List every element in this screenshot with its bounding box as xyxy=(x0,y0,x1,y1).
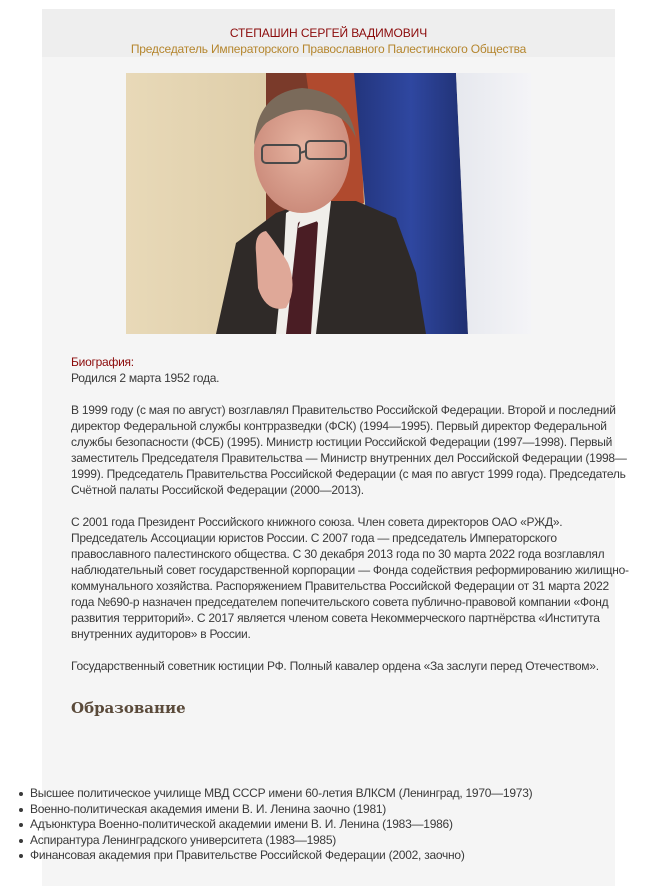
flag-white-stripe xyxy=(456,73,531,334)
profile-header xyxy=(42,9,615,57)
education-item xyxy=(30,817,532,833)
education-item xyxy=(30,833,532,849)
education-item xyxy=(30,786,532,802)
education-item-text: Аспирантура Ленинградского университета (1983—1985) xyxy=(30,832,337,847)
bullet-icon xyxy=(19,854,23,858)
person-position: Председатель Императорского Православного Палестинского Общества xyxy=(130,42,527,56)
birth-date: Родился 2 марта 1952 года. xyxy=(71,371,220,385)
education-list xyxy=(18,786,532,864)
biography-label: Биография: xyxy=(71,355,134,369)
biography-paragraph: В 1999 году (с мая по август) возглавлял Правительство Российской Федерации. Второй и последний директор Федеральной службы контрразведки (ФСК) (1994—1995). Первый директор Федеральной службы безопасности (ФСБ) (1995). Министр юстиции Российской Федерации (1997—1998). Первый заместитель Председателя Правительства — Министр внутренних дел Российской Федерации (1998—1999). Председатель Правительства Российской Федерации (с мая по август 1999 года). Председатель Счётной палаты Российской Федерации (2000—2013). xyxy=(71,403,627,497)
education-item-text: Высшее политическое училище МВД СССР имени 60-летия ВЛКСМ (Ленинград, 1970—1973) xyxy=(30,786,533,800)
person-name: СТЕПАШИН СЕРГЕЙ ВАДИМОВИЧ xyxy=(229,26,428,40)
education-heading: Образование xyxy=(71,699,186,717)
portrait-photo xyxy=(126,73,531,334)
bullet-icon xyxy=(19,792,23,796)
biography-section xyxy=(71,354,631,716)
education-item xyxy=(30,848,532,864)
biography-paragraph: С 2001 года Президент Российского книжного союза. Член совета директоров ОАО «РЖД». Председатель Ассоциации юристов России. С 2007 года — председатель Императорского православного палестинского общества. С 30 декабря 2013 года по 30 марта 2022 года возглавлял наблюдательный совет государственной корпорации — Фонда содействия реформированию жилищно-коммунального хозяйства. Распоряжением Правительства Российской Федерации от 31 марта 2022 года №690-р назначен председателем попечительского совета публично-правовой компании «Фонд развития территорий». С 2017 является членом совета Некоммерческого партнёрства «Института внутренних аудиторов» в России. xyxy=(71,515,629,641)
education-item-text: Адъюнктура Военно-политической академии имени В. И. Ленина (1983—1986) xyxy=(30,817,453,831)
portrait-image xyxy=(126,73,531,334)
education-item-text: Финансовая академия при Правительстве Российской Федерации (2002, заочно) xyxy=(30,848,465,862)
bullet-icon xyxy=(19,839,23,843)
education-item xyxy=(30,802,532,818)
bullet-icon xyxy=(19,808,23,812)
profile-panel xyxy=(42,9,629,886)
bullet-icon xyxy=(19,823,23,827)
education-item-text: Военно-политическая академия имени В. И. Ленина заочно (1981) xyxy=(30,801,387,816)
biography-paragraph: Государственный советник юстиции РФ. Полный кавалер ордена «За заслуги перед Отечеством». xyxy=(71,659,599,673)
